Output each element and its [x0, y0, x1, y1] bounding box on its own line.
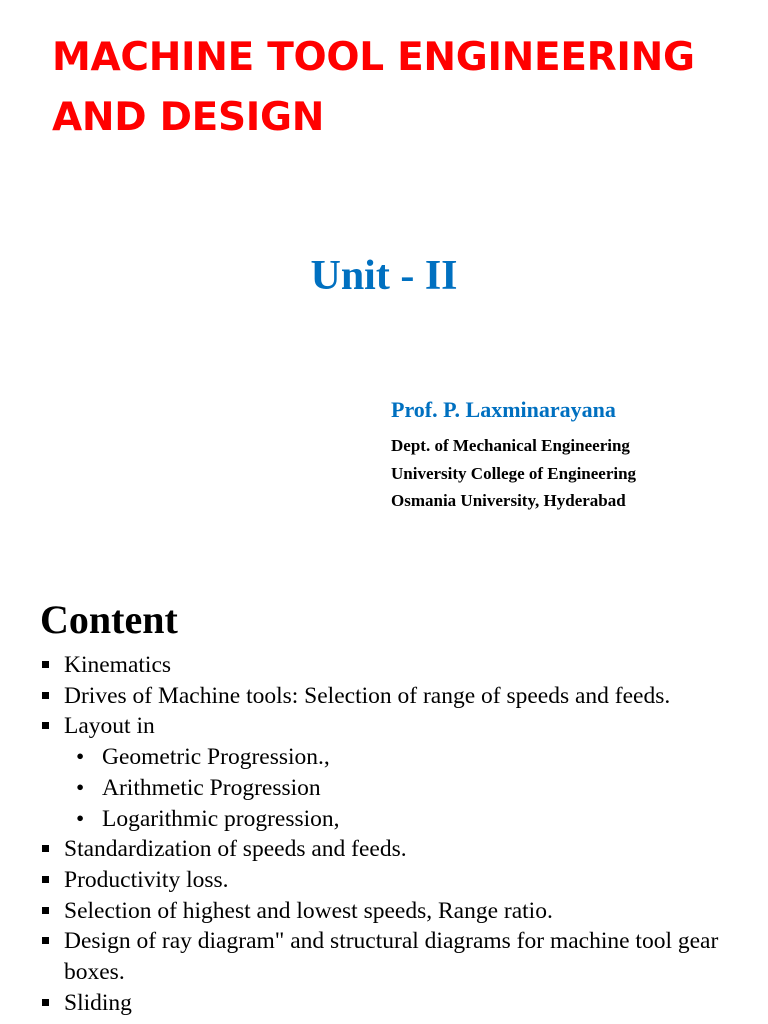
sub-list-item: • Geometric Progression.,	[40, 742, 750, 773]
author-block	[391, 396, 761, 515]
slide-title	[52, 28, 752, 148]
list-item: Standardization of speeds and feeds.	[40, 834, 750, 865]
list-item: Selection of highest and lowest speeds, Range ratio.	[40, 896, 750, 927]
list-item: Design of ray diagram" and structural diagrams for machine tool gear boxes.	[40, 926, 750, 987]
author-university: Osmania University, Hyderabad	[391, 491, 626, 510]
unit-heading: Unit - II	[310, 253, 458, 299]
content-list	[40, 650, 750, 1018]
sub-list-item: • Arithmetic Progression	[40, 773, 750, 804]
author-name: Prof. P. Laxminarayana	[391, 397, 616, 422]
list-item: Productivity loss.	[40, 865, 750, 896]
title-line-2: AND DESIGN	[52, 95, 325, 140]
content-heading: Content	[40, 597, 178, 642]
list-item: Sliding	[40, 988, 750, 1019]
author-college: University College of Engineering	[391, 463, 637, 483]
author-department: Dept. of Mechanical Engineering	[391, 436, 630, 455]
list-item: Layout in	[40, 711, 750, 742]
list-item: Drives of Machine tools: Selection of range of speeds and feeds.	[40, 681, 750, 712]
sub-list-item: • Logarithmic progression,	[40, 804, 750, 835]
title-line-1: MACHINE TOOL ENGINEERING	[52, 35, 695, 80]
list-item: Kinematics	[40, 650, 750, 681]
